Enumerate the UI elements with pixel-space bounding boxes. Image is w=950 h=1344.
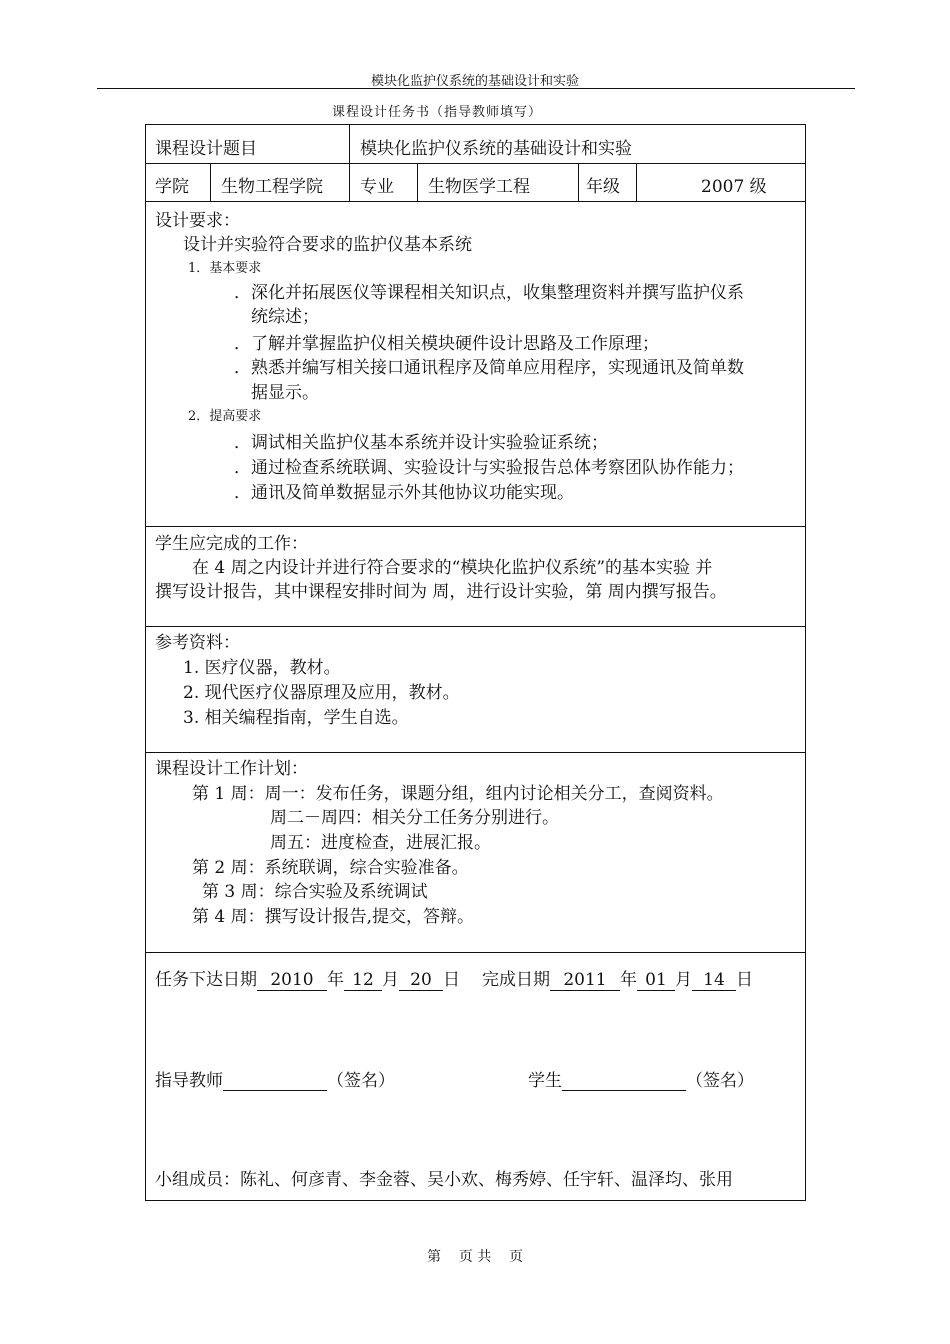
form-caption: 课程设计任务书（指导教师填写）: [332, 105, 543, 120]
group-members: 小组成员：陈礼、何彦青、李金蓉、吴小欢、梅秀婷、任宇轩、温泽均、张用: [155, 1170, 733, 1190]
year-unit: 年: [327, 970, 344, 990]
work-line: 在 4 周之内设计并进行符合要求的“模块化监护仪系统”的基本实验 并: [192, 558, 713, 578]
sign-note: （签名）: [327, 1071, 395, 1091]
requirements-intro: 设计并实验符合要求的监护仪基本系统: [183, 235, 472, 255]
sign-note: （签名）: [686, 1071, 754, 1091]
col-divider: [417, 163, 418, 201]
row-divider: [146, 752, 805, 753]
col-divider: [578, 163, 579, 201]
issue-date-label: 任务下达日期: [155, 970, 257, 990]
student-label: 学生: [528, 1071, 562, 1091]
finish-date-label: 完成日期: [482, 970, 550, 990]
major-value: 生物医学工程: [428, 177, 530, 197]
requirement-item: ．了解并掌握监护仪相关模块硬件设计思路及工作原理；: [234, 334, 659, 354]
work-heading: 学生应完成的工作：: [155, 534, 308, 554]
requirement-item: ．深化并拓展医仪等课程相关知识点，收集整理资料并撰写监护仪系: [234, 283, 744, 303]
year-unit: 年: [620, 970, 637, 990]
issue-year: 2010: [257, 970, 327, 991]
major-label: 专业: [360, 177, 394, 197]
college-label: 学院: [155, 177, 189, 197]
requirement-item: ．熟悉并编写相关接口通讯程序及简单应用程序，实现通讯及简单数: [234, 358, 744, 378]
plan-line: 周五：进度检查，进展汇报。: [270, 833, 491, 853]
requirement-item: ．通过检查系统联调、实验设计与实验报告总体考察团队协作能力；: [234, 458, 744, 478]
dates-line: [155, 965, 753, 991]
teacher-signature-field[interactable]: [223, 1070, 327, 1091]
references-heading: 参考资料：: [155, 633, 240, 653]
title-label: 课程设计题目: [155, 139, 257, 159]
title-value: 模块化监护仪系统的基础设计和实验: [360, 139, 632, 159]
row-divider: [146, 526, 805, 527]
reference-item: 2. 现代医疗仪器原理及应用，教材。: [183, 683, 460, 703]
requirement-item: ．调试相关监护仪基本系统并设计实验验证系统；: [234, 433, 608, 453]
col-divider: [349, 125, 350, 201]
issue-month: 12: [344, 970, 382, 991]
plan-line: 周二－周四：相关分工任务分别进行。: [270, 808, 559, 828]
col-divider: [636, 163, 637, 201]
task-sheet-table: [145, 124, 806, 1201]
row-divider: [146, 201, 805, 202]
section2-label: 2．提高要求: [188, 409, 262, 424]
college-value: 生物工程学院: [221, 177, 323, 197]
requirement-item: ．通讯及简单数据显示外其他协议功能实现。: [234, 483, 574, 503]
grade-value: 2007 级: [701, 177, 767, 197]
plan-line: 第 2 周：系统联调，综合实验准备。: [192, 858, 469, 878]
student-signature-line: [528, 1066, 754, 1091]
plan-line: 第 4 周：撰写设计报告,提交，答辩。: [192, 907, 475, 927]
row-divider: [146, 952, 805, 953]
finish-day: 14: [692, 970, 736, 991]
plan-line: 第 1 周：周一：发布任务，课题分组，组内讨论相关分工，查阅资料。: [192, 784, 724, 804]
plan-line: 第 3 周：综合实验及系统调试: [202, 882, 428, 902]
plan-heading: 课程设计工作计划：: [155, 759, 308, 779]
row-divider: [146, 163, 805, 164]
month-unit: 月: [675, 970, 692, 990]
running-header: 模块化监护仪系统的基础设计和实验: [370, 74, 579, 89]
finish-year: 2011: [550, 970, 620, 991]
page-footer: 第 页 共 页: [426, 1249, 524, 1265]
teacher-label: 指导教师: [155, 1071, 223, 1091]
finish-month: 01: [637, 970, 675, 991]
reference-item: 3. 相关编程指南，学生自选。: [183, 708, 409, 728]
work-line: 撰写设计报告，其中课程安排时间为 周，进行设计实验，第 周内撰写报告。: [155, 582, 727, 602]
student-signature-field[interactable]: [562, 1070, 686, 1091]
month-unit: 月: [382, 970, 399, 990]
section1-label: 1．基本要求: [188, 261, 262, 276]
header-rule: [97, 88, 855, 89]
day-unit: 日: [736, 970, 753, 990]
teacher-signature-line: [155, 1066, 395, 1091]
requirement-item: 统综述；: [251, 307, 319, 327]
requirement-item: 据显示。: [251, 383, 319, 403]
requirements-heading: 设计要求：: [155, 211, 240, 231]
reference-item: 1. 医疗仪器，教材。: [183, 658, 341, 678]
row-divider: [146, 626, 805, 627]
day-unit: 日: [443, 970, 460, 990]
col-divider: [210, 163, 211, 201]
issue-day: 20: [399, 970, 443, 991]
grade-label: 年级: [586, 177, 620, 197]
